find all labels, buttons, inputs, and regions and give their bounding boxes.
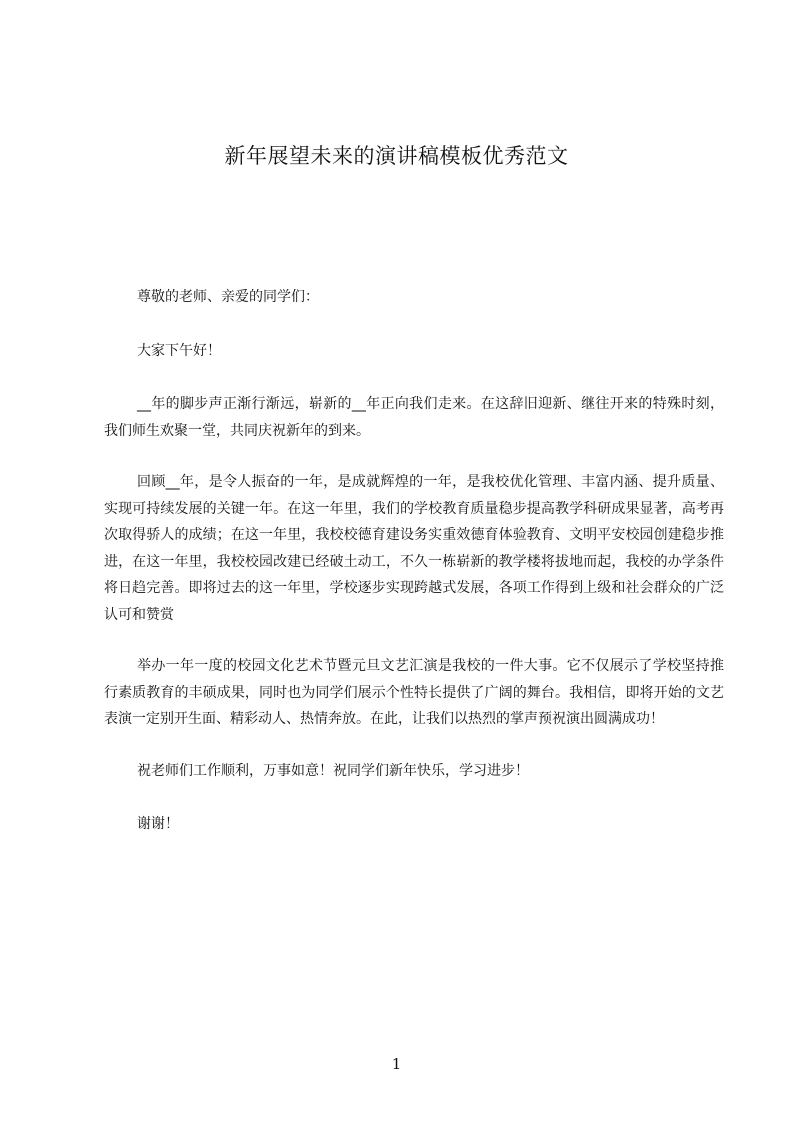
thanks-paragraph: 谢谢！	[137, 816, 179, 832]
opening-paragraph: __年的脚步声正渐行渐远，崭新的__年正向我们走来。在这辞旧迎新、继往开来的特殊时刻，我们师生欢聚一堂，共同庆祝新年的到来。	[104, 396, 724, 439]
festival-paragraph: 举办一年一度的校园文化艺术节暨元旦文艺汇演是我校的一件大事。它不仅展示了学校坚持推行素质教育的丰硕成果，同时也为同学们展示个性特长提供了广阔的舞台。我相信，即将开始的文艺表演一定别开生面、精彩动人、热情奔放。在此，让我们以热烈的掌声预祝演出圆满成功！	[104, 658, 724, 727]
wishes-paragraph: 祝老师们工作顺利，万事如意！祝同学们新年快乐，学习进步！	[137, 762, 529, 779]
greeting-paragraph: 大家下午好！	[137, 342, 221, 359]
salutation-paragraph: 尊敬的老师、亲爱的同学们：	[137, 289, 319, 305]
page-number: 1	[391, 1055, 402, 1073]
document-title: 新年展望未来的演讲稿模板优秀范文	[224, 144, 569, 168]
review-paragraph: 回顾__年，是令人振奋的一年，是成就辉煌的一年，是我校优化管理、丰富内涵、提升质量、实现可持续发展的关键一年。在这一年里，我们的学校教育质量稳步提高教学科研成果显著，高考再次取得骄人的成绩；在这一年里，我校校德育建设务实重效德育体验教育、文明平安校园创建稳步推进，在这一年里，我校校园改建已经破土动工，不久一栋崭新的教学楼将拔地而起，我校的办学条件将日趋完善。即将过去的这一年里，学校逐步实现跨越式发展，各项工作得到上级和社会群众的广泛认可和赞赏	[104, 474, 724, 623]
speech-body	[104, 284, 724, 865]
